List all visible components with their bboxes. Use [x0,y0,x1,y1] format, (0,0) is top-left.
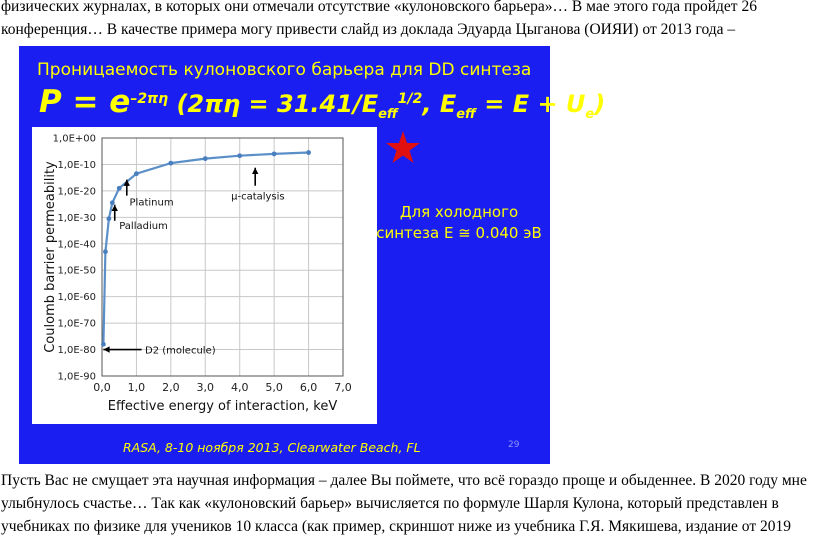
y-tick-label: 1,0E-20 [57,186,96,198]
formula-sub-e: e [585,106,595,122]
cold-fusion-line-2: синтеза E ≅ 0.040 эВ [376,224,542,242]
x-tick-label: 4,0 [230,381,249,394]
star-shape [386,131,420,163]
slide-title: Проницаемость кулоновского барьера для DD синтеза [37,60,532,80]
cold-fusion-note [374,202,544,244]
x-tick-label: 6,0 [299,381,318,394]
formula-lhs: P = e [39,84,131,120]
x-tick-label: 7,0 [334,381,352,394]
data-point [103,249,108,254]
body-line-1: Пусть Вас не смущает эта научная информация – далее Вы поймете, что всё гораздо проще и обыденнее. В 2020 году мне [1,472,807,489]
cold-fusion-line-1: Для холодного [399,203,519,221]
series-line [103,153,308,345]
formula-rhs-start: (2πη = 31.41/E [168,90,379,118]
body-paragraph [1,469,816,538]
intro-paragraph [1,0,816,41]
y-tick-label: 1,0E-60 [57,292,96,304]
data-point [106,216,111,221]
annotation-d2-molecule: D2 (molecule) [145,345,216,357]
data-point [203,156,208,161]
chart-svg [32,127,377,424]
y-tick-label: 1,0E-50 [57,265,96,277]
data-point [101,342,106,347]
body-line-3: учебниках по физике для учеников 10 класса (как пример, скриншот ниже из учебника Г.Я. Мякишева, издание от 2019 [1,518,791,535]
data-point [306,150,311,155]
intro-line-1: физических журналах, в которых они отмечали отсутствие «кулоновского барьера»… В мае этого года пройдет 26 [1,0,757,15]
permeability-chart [32,127,377,424]
y-tick-label: 1,0E-10 [57,159,96,171]
slide-footer: RASA, 8-10 ноября 2013, Clearwater Beach, FL [123,440,421,455]
body-line-2: улыбнулось счастье… Так как «кулоновский барьер» вычисляется по формуле Шарля Кулона, который представлен в [1,495,779,512]
y-tick-label: 1,0E-40 [57,239,96,251]
y-tick-label: 1,0E-90 [57,371,96,383]
conference-slide [19,46,606,464]
x-axis-label: Effective energy of interaction, keV [107,399,338,414]
data-point [168,161,173,166]
y-tick-label: 1,0E-30 [57,212,96,224]
data-point [110,200,115,205]
x-tick-label: 5,0 [265,381,283,394]
formula-eff-2: eff [456,106,476,122]
x-tick-label: 0,0 [93,381,111,394]
annotation-platinum: Platinum [129,197,174,209]
slide-formula [39,84,605,122]
formula-close: ) [594,90,606,118]
x-tick-label: 2,0 [162,381,180,394]
y-axis-label: Coulomb barrier permeability [43,161,58,353]
data-point [134,171,139,176]
formula-rhs-mid: , E [422,90,457,118]
data-point [272,151,277,156]
x-tick-label: 3,0 [196,381,215,394]
data-point [117,186,122,191]
y-tick-label: 1,0E-70 [57,318,96,330]
intro-line-2: конференция… В качестве примера могу привести слайд из доклада Эдуарда Цыганова (ОИЯИ) от 2013 года – [1,21,736,38]
star-icon [385,130,421,164]
formula-exponent: –2πη [130,91,169,107]
formula-rhs-end: = E + U [475,90,586,118]
x-tick-label: 1,0 [127,381,146,394]
annotation-mu-catalysis: μ-catalysis [231,191,285,203]
annotation-arrowhead [103,346,109,352]
formula-eff-1: eff [378,106,398,122]
annotation-arrowhead [252,168,258,174]
annotation-palladium: Palladium [119,220,168,232]
y-tick-label: 1,0E-80 [57,345,96,357]
data-point [237,153,242,158]
formula-power: 1/2 [397,91,423,107]
slide-page-number: 29 [508,440,520,450]
y-tick-label: 1,0E+00 [52,133,96,145]
